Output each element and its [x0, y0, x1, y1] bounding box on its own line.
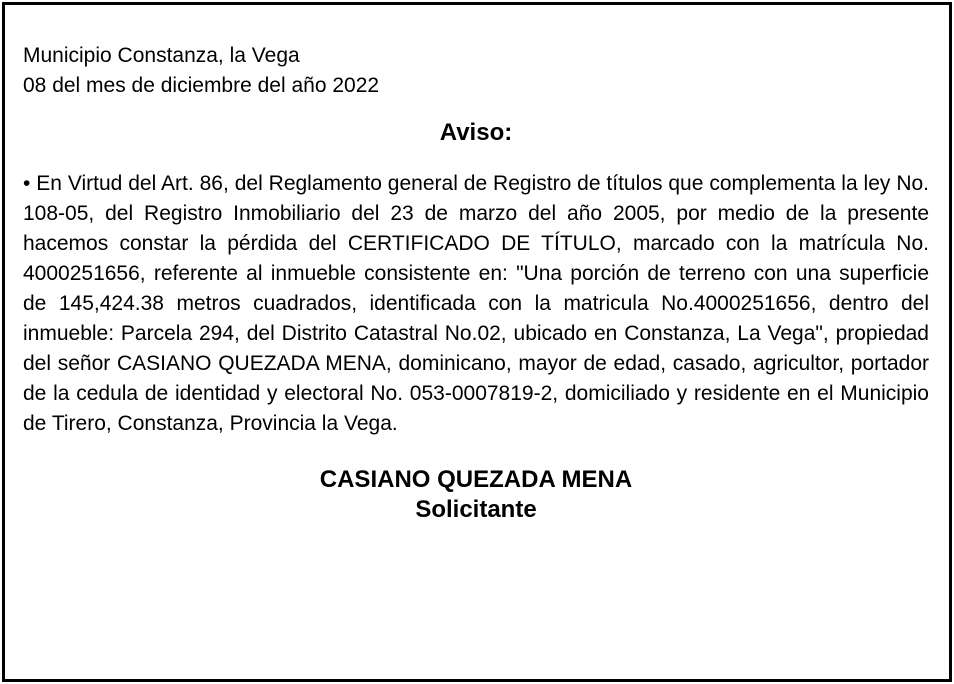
notice-body: • En Virtud del Art. 86, del Reglamento general de Registro de títulos que complementa la ley No. 108-05, del Registro Inmobiliario del 23 de marzo del año 2005, por medio de la presente hacemos constar la pérdida del CERTIFICADO DE TÍTULO, marcado con la matrícula No. 4000251656, referente al inmueble consistente en: "Una porción de terreno con una superficie de 145,424.38 metros cuadrados, identificada con la matricula No.4000251656, dentro del inmueble: Parcela 294, del Distrito Catastral No.02, ubicado en Constanza, La Vega", propiedad del señor CASIANO QUEZADA MENA, dominicano, mayor de edad, casado, agricultor, portador de la cedula de identidad y electoral No. 053-0007819-2, domiciliado y residente en el Municipio de Tirero, Constanza, Provincia la Vega.	[23, 172, 929, 435]
signature-block	[23, 465, 929, 525]
signature-role: Solicitante	[415, 496, 537, 523]
notice-content	[23, 41, 929, 525]
notice-frame	[2, 2, 952, 682]
notice-title: Aviso:	[439, 119, 513, 146]
signature-name: CASIANO QUEZADA MENA	[319, 466, 633, 493]
date-line: 08 del mes de diciembre del año 2022	[23, 74, 380, 97]
location-line: Municipio Constanza, la Vega	[23, 44, 300, 67]
